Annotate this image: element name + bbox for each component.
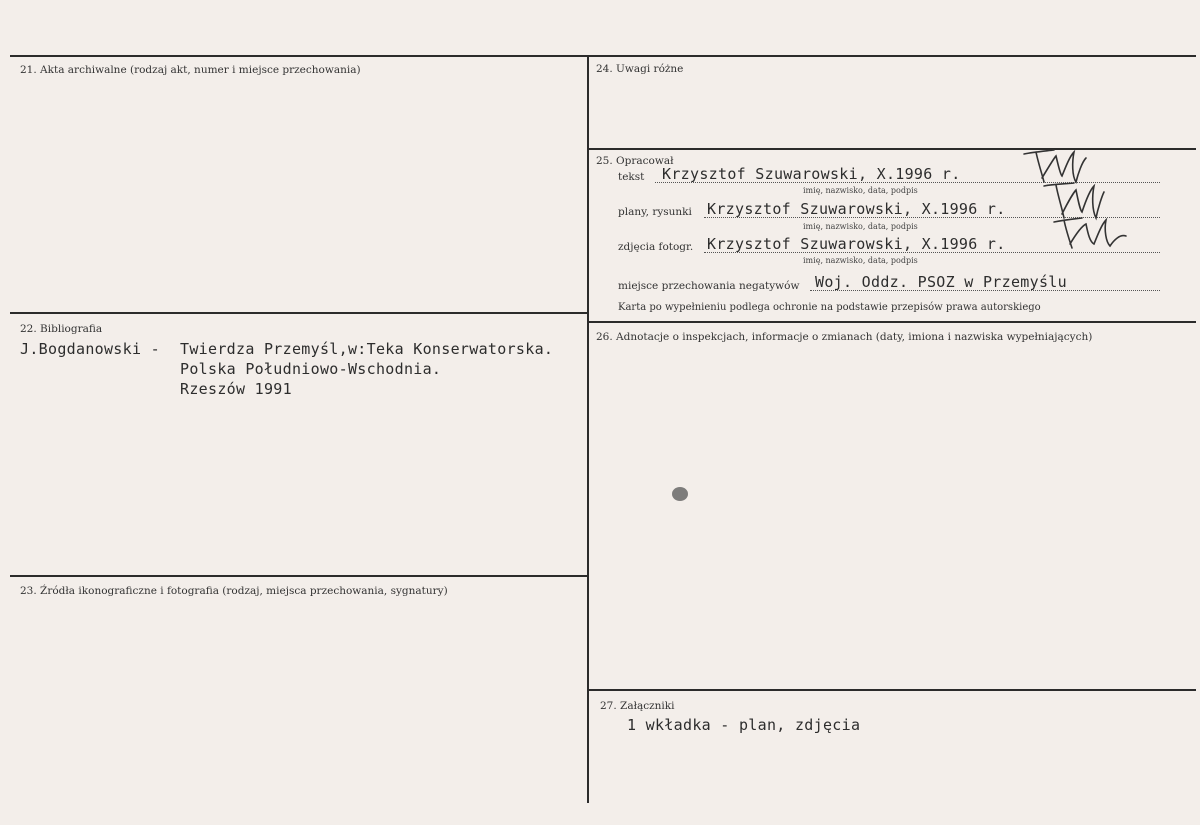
bibliography-line: Rzeszów 1991 <box>180 380 292 398</box>
bibliography-author: J.Bogdanowski - <box>20 340 160 358</box>
row-label-plany: plany, rysunki <box>618 206 692 218</box>
row-caption: imię, nazwisko, data, podpis <box>803 222 918 231</box>
row-value-zdjecia: Krzysztof Szuwarowski, X.1996 r. <box>707 235 1006 253</box>
rule-26-27 <box>588 689 1196 691</box>
signature-3 <box>1050 214 1130 254</box>
row-label-zdjecia: zdjęcia fotogr. <box>618 241 694 253</box>
section-26-label: 26. Adnotacje o inspekcjach, informacje o zmianach (daty, imiona i nazwiska wypełniających) <box>596 331 1093 343</box>
ink-spot <box>672 487 688 501</box>
copyright-note: Karta po wypełnieniu podlega ochronie na podstawie przepisów prawa autorskiego <box>618 302 1041 313</box>
rule-24-25 <box>588 148 1196 150</box>
row-value-tekst: Krzysztof Szuwarowski, X.1996 r. <box>662 165 961 183</box>
row-value-plany: Krzysztof Szuwarowski, X.1996 r. <box>707 200 1006 218</box>
negatives-value: Woj. Oddz. PSOZ w Przemyślu <box>815 273 1067 291</box>
section-23-label: 23. Źródła ikonograficzne i fotografia (rodzaj, miejsca przechowania, sygnatury) <box>20 585 448 597</box>
section-27-label: 27. Załączniki <box>600 700 675 712</box>
section-24-label: 24. Uwagi różne <box>596 63 684 75</box>
row-label-tekst: tekst <box>618 171 645 183</box>
dotted-line <box>810 290 1160 291</box>
rule-21-22 <box>10 312 588 314</box>
bibliography-line: Polska Południowo-Wschodnia. <box>180 360 442 378</box>
rule-25-26 <box>588 321 1196 323</box>
rule-22-23 <box>10 575 588 577</box>
bibliography-line: Twierdza Przemyśl,w:Teka Konserwatorska. <box>180 340 554 358</box>
section-25-label: 25. Opracował <box>596 155 674 167</box>
negatives-label: miejsce przechowania negatywów <box>618 280 800 292</box>
top-rule <box>10 55 1196 57</box>
section-22-label: 22. Bibliografia <box>20 323 103 335</box>
section-21-label: 21. Akta archiwalne (rodzaj akt, numer i miejsce przechowania) <box>20 64 361 76</box>
row-caption: imię, nazwisko, data, podpis <box>803 186 918 195</box>
attachments-value: 1 wkładka - plan, zdjęcia <box>627 716 861 734</box>
row-caption: imię, nazwisko, data, podpis <box>803 256 918 265</box>
